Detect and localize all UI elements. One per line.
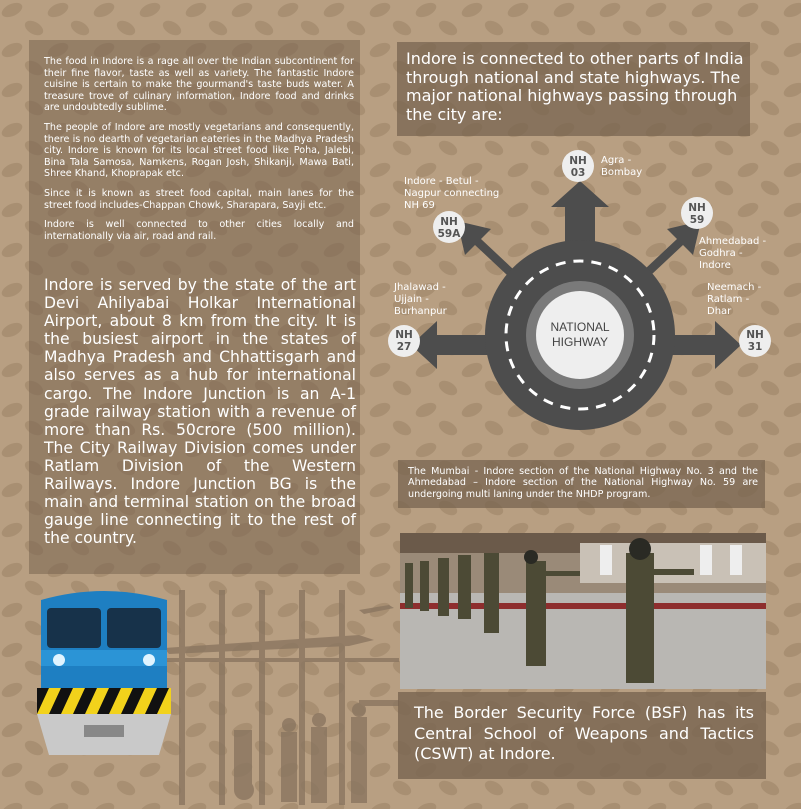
bsf-panel bbox=[398, 692, 766, 779]
highway-caption-panel bbox=[398, 460, 765, 508]
food-paragraph: The food in Indore is a rage all over the Indian subcontinent for their fine flavor, taste as well as variety. The fantastic Indore cuisine is certain to make the gourmand's taste buds water. A treasure trove of culinary information, Indore food and drinks are undoubtedly sublime. bbox=[44, 56, 354, 114]
airport-terminal-silhouette bbox=[159, 590, 399, 805]
highway-caption: The Mumbai - Indore section of the National Highway No. 3 and the Ahmedabad – Indore section of the National Highway No. 59 are undergoing multi laning under the NHDP program. bbox=[408, 466, 758, 500]
route-label-nh03: Agra - Bombay bbox=[601, 155, 643, 178]
train-icon bbox=[37, 591, 171, 755]
badge-nh: NH bbox=[746, 329, 764, 341]
badge-nh: NH bbox=[440, 216, 458, 228]
route-label-nh31: Neemach - Ratlam - Dhar bbox=[707, 282, 762, 317]
bsf-text: The Border Security Force (BSF) has its Central School of Weapons and Tactics (CSWT) at Indore. bbox=[414, 703, 754, 763]
badge-number: 31 bbox=[747, 341, 763, 353]
transport-illustration bbox=[29, 580, 399, 809]
nh-badge-31 bbox=[739, 325, 771, 357]
route-label-nh59a: Indore - Betul - Nagpur connecting NH 69 bbox=[404, 176, 500, 211]
route-label-nh59: Ahmedabad - Godhra - Indore bbox=[699, 236, 767, 271]
food-paragraph: The people of Indore are mostly vegetarians and consequently, there is no dearth of vegetarian eateries in the Madhya Pradesh city. Indore is known for its local street food like Poha, Jalebi, Bina Tala Samosa, Namkens, Rogan Josh, Shikanji, Mawa Bati, Shree Khand, Khoprapak etc. bbox=[44, 121, 354, 180]
nh-badge-03 bbox=[562, 150, 594, 182]
badge-number: 59A bbox=[437, 228, 461, 240]
nh-badge-59 bbox=[681, 197, 713, 229]
center-label-line1: NATIONAL bbox=[550, 320, 610, 334]
badge-number: 59 bbox=[689, 214, 705, 226]
badge-number: 27 bbox=[396, 341, 412, 353]
center-label-line2: HIGHWAY bbox=[552, 335, 608, 349]
highway-heading: Indore is connected to other parts of India through national and state highways. The major national highways passing through the city are: bbox=[406, 49, 744, 124]
nh-badge-59a bbox=[433, 211, 465, 243]
food-text bbox=[44, 56, 354, 250]
food-paragraph: Indore is well connected to other cities locally and internationally via air, road and rail. bbox=[44, 219, 354, 242]
badge-nh: NH bbox=[688, 202, 706, 214]
badge-nh: NH bbox=[395, 329, 413, 341]
food-paragraph: Since it is known as street food capital, main lanes for the street food includes-Chappan Chowk, Sharapara, Sayji etc. bbox=[44, 187, 354, 211]
route-label-nh27: Jhalawad - Ujjain - Burhanpur bbox=[394, 282, 447, 317]
badge-number: 03 bbox=[570, 167, 586, 179]
badge-nh: NH bbox=[569, 155, 587, 167]
transport-text: Indore is served by the state of the art Devi Ahilyabai Holkar International Airport, about 8 km from the city. It is the busiest airport in the states of Madhya Pradesh and Chhattisgarh and also serves as a hub for international cargo. The Indore Junction is an A-1 grade railway station with a revenue of more than Rs. 50crore (500 million). The City Railway Division comes under Ratlam Division of the Western Railways. Indore Junction BG is the main and terminal station on the broad gauge line connecting it to the rest of the country. bbox=[44, 276, 356, 548]
bsf-training-photo bbox=[400, 533, 766, 689]
highway-heading-panel bbox=[397, 42, 750, 136]
nh-badge-27 bbox=[388, 325, 420, 357]
